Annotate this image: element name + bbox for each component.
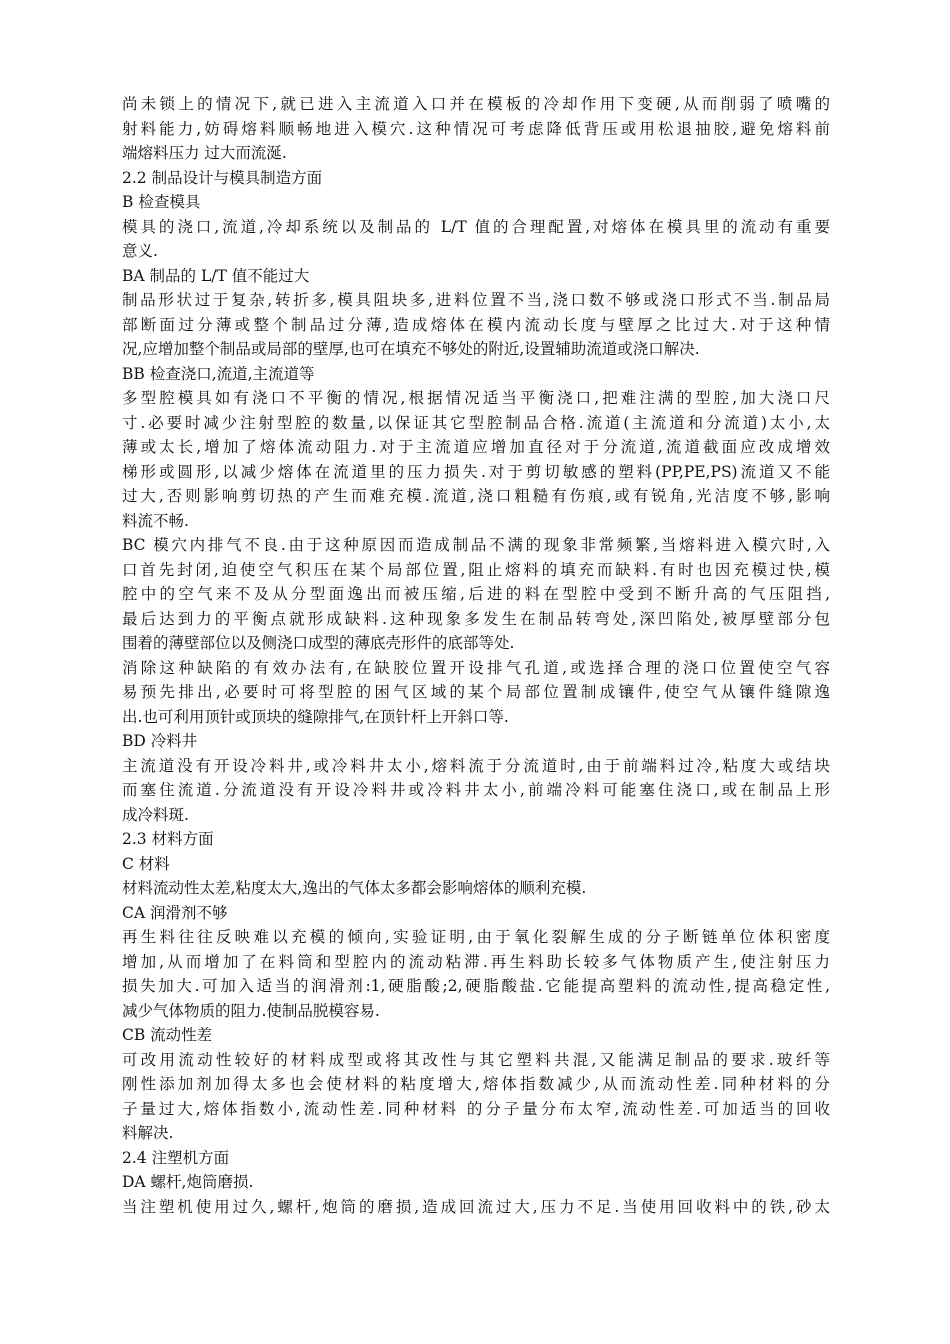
text-line: 尚未锁上的情况下,就已进入主流道入口并在模板的冷却作用下变硬,从而削弱了喷嘴的 — [122, 95, 830, 113]
text-line: 射料能力,妨碍熔料顺畅地进入模穴.这种情况可考虑降低背压或用松退抽胶,避免熔料前 — [122, 119, 830, 138]
text-line: C 材料 — [122, 854, 170, 873]
text-line: B 检查模具 — [122, 193, 201, 211]
text-line: 模具的浇口,流道,冷却系统以及制品的 L/T 值的合理配置,对熔体在模具里的流动有重要 — [122, 217, 830, 236]
text-line: 过大,否则影响剪切热的产生而难充模.流道,浇口粗糙有伤痕,或有锐角,光洁度不够,影响 — [122, 487, 830, 505]
text-line: 2.4 注塑机方面 — [122, 1148, 230, 1167]
text-line: 况,应增加整个制品或局部的壁厚,也可在填充不够处的附近,设置辅助流道或浇口解决. — [122, 340, 700, 358]
text-line: 寸.必要时减少注射型腔的数量,以保证其它型腔制品合格.流道(主流道和分流道)太小,太 — [122, 413, 830, 432]
text-line: 当注塑机使用过久,螺杆,炮筒的磨损,造成回流过大,压力不足.当使用回收料中的铁,砂太 — [122, 1197, 830, 1216]
text-line: 减少气体物质的阻力.使制品脱模容易. — [122, 1001, 380, 1020]
text-line: 料流不畅. — [122, 511, 189, 530]
text-line: 意义. — [122, 242, 158, 260]
document-body — [122, 92, 830, 1219]
text-line: 薄或太长,增加了熔体流动阻力.对于主流道应增加直径对于分流道,流道截面应改成增效 — [122, 438, 830, 456]
text-line: 可改用流动性较好的材料成型或将其改性与其它塑料共混,又能满足制品的要求.玻纤等 — [122, 1050, 830, 1069]
text-line: 易预先排出,必要时可将型腔的困气区域的某个局部位置制成镶件,使空气从镶件缝隙逸 — [122, 683, 830, 701]
text-line: 消除这种缺陷的有效办法有,在缺胶位置开设排气孔道,或选择合理的浇口位置使空气容 — [122, 658, 830, 677]
text-line: 多型腔模具如有浇口不平衡的情况,根据情况适当平衡浇口,把难注满的型腔,加大浇口尺 — [122, 389, 830, 407]
text-line: 围着的薄壁部位以及侧浇口成型的薄底壳形件的底部等处. — [122, 634, 515, 652]
text-line: 制品形状过于复杂,转折多,模具阻块多,进料位置不当,浇口数不够或浇口形式不当.制品局 — [122, 291, 830, 309]
text-line: BA 制品的 L/T 值不能过大 — [122, 266, 310, 285]
text-line: 子量过大,熔体指数小,流动性差.同种材料 的分子量分布太窄,流动性差.可加适当的回收 — [122, 1099, 830, 1118]
text-line: 主流道没有开设冷料井,或冷料井太小,熔料流于分流道时,由于前端料过冷,粘度大或结块 — [122, 756, 830, 775]
text-line: 腔中的空气来不及从分型面逸出而被压缩,后进的料在型腔中受到不断升高的气压阻挡, — [122, 585, 830, 603]
text-line: BD 冷料井 — [122, 732, 198, 750]
text-line: CA 润滑剂不够 — [122, 903, 228, 922]
text-line: CB 流动性差 — [122, 1026, 213, 1044]
text-line: 刚性添加剂加得太多也会使材料的粘度增大,熔体指数减少,从而流动性差.同种材料的分 — [122, 1075, 830, 1093]
text-line: 2.3 材料方面 — [122, 830, 214, 848]
text-line: 材料流动性太差,粘度太大,逸出的气体太多都会影响熔体的顺利充模. — [122, 879, 587, 897]
text-line: 部断面过分薄或整个制品过分薄,造成熔体在模内流动长度与壁厚之比过大.对于这种情 — [122, 315, 830, 334]
text-line: 最后达到力的平衡点就形成缺料.这种现象多发生在制品转弯处,深凹陷处,被厚壁部分包 — [122, 609, 830, 628]
text-line: 2.2 制品设计与模具制造方面 — [122, 168, 323, 187]
text-line: 出.也可利用顶针或顶块的缝隙排气,在顶针杆上开斜口等. — [122, 707, 509, 726]
text-line: BB 检查浇口,流道,主流道等 — [122, 364, 315, 383]
text-line: 而塞住流道.分流道没有开设冷料井或冷料井太小,前端冷料可能塞住浇口,或在制品上形 — [122, 781, 830, 799]
text-line: 料解决. — [122, 1124, 174, 1142]
text-line: DA 螺杆,炮筒磨损. — [122, 1173, 254, 1191]
text-line: 再生料往往反映难以充模的倾向,实验证明,由于氧化裂解生成的分子断链单位体积密度 — [122, 928, 830, 946]
text-line: 口首先封闭,迫使空气积压在某个局部位置,阻止熔料的填充而缺料.有时也因充模过快,模 — [122, 560, 830, 579]
text-line: 梯形或圆形,以减少熔体在流道里的压力损失.对于剪切敏感的塑料(PP,PE,PS)流道又不能 — [122, 462, 830, 481]
text-line: 损失加大.可加入适当的润滑剂:1,硬脂酸;2,硬脂酸盐.它能提高塑料的流动性,提高稳定性, — [122, 977, 830, 995]
text-line: BC 模穴内排气不良.由于这种原因而造成制品不满的现象非常频繁,当熔料进入模穴时,入 — [122, 536, 830, 554]
text-line: 增加,从而增加了在料筒和型腔内的流动粘滞.再生料助长较多气体物质产生,使注射压力 — [122, 952, 830, 971]
text-line: 端熔料压力 过大而流涎. — [122, 144, 287, 162]
text-line: 成冷料斑. — [122, 805, 189, 824]
